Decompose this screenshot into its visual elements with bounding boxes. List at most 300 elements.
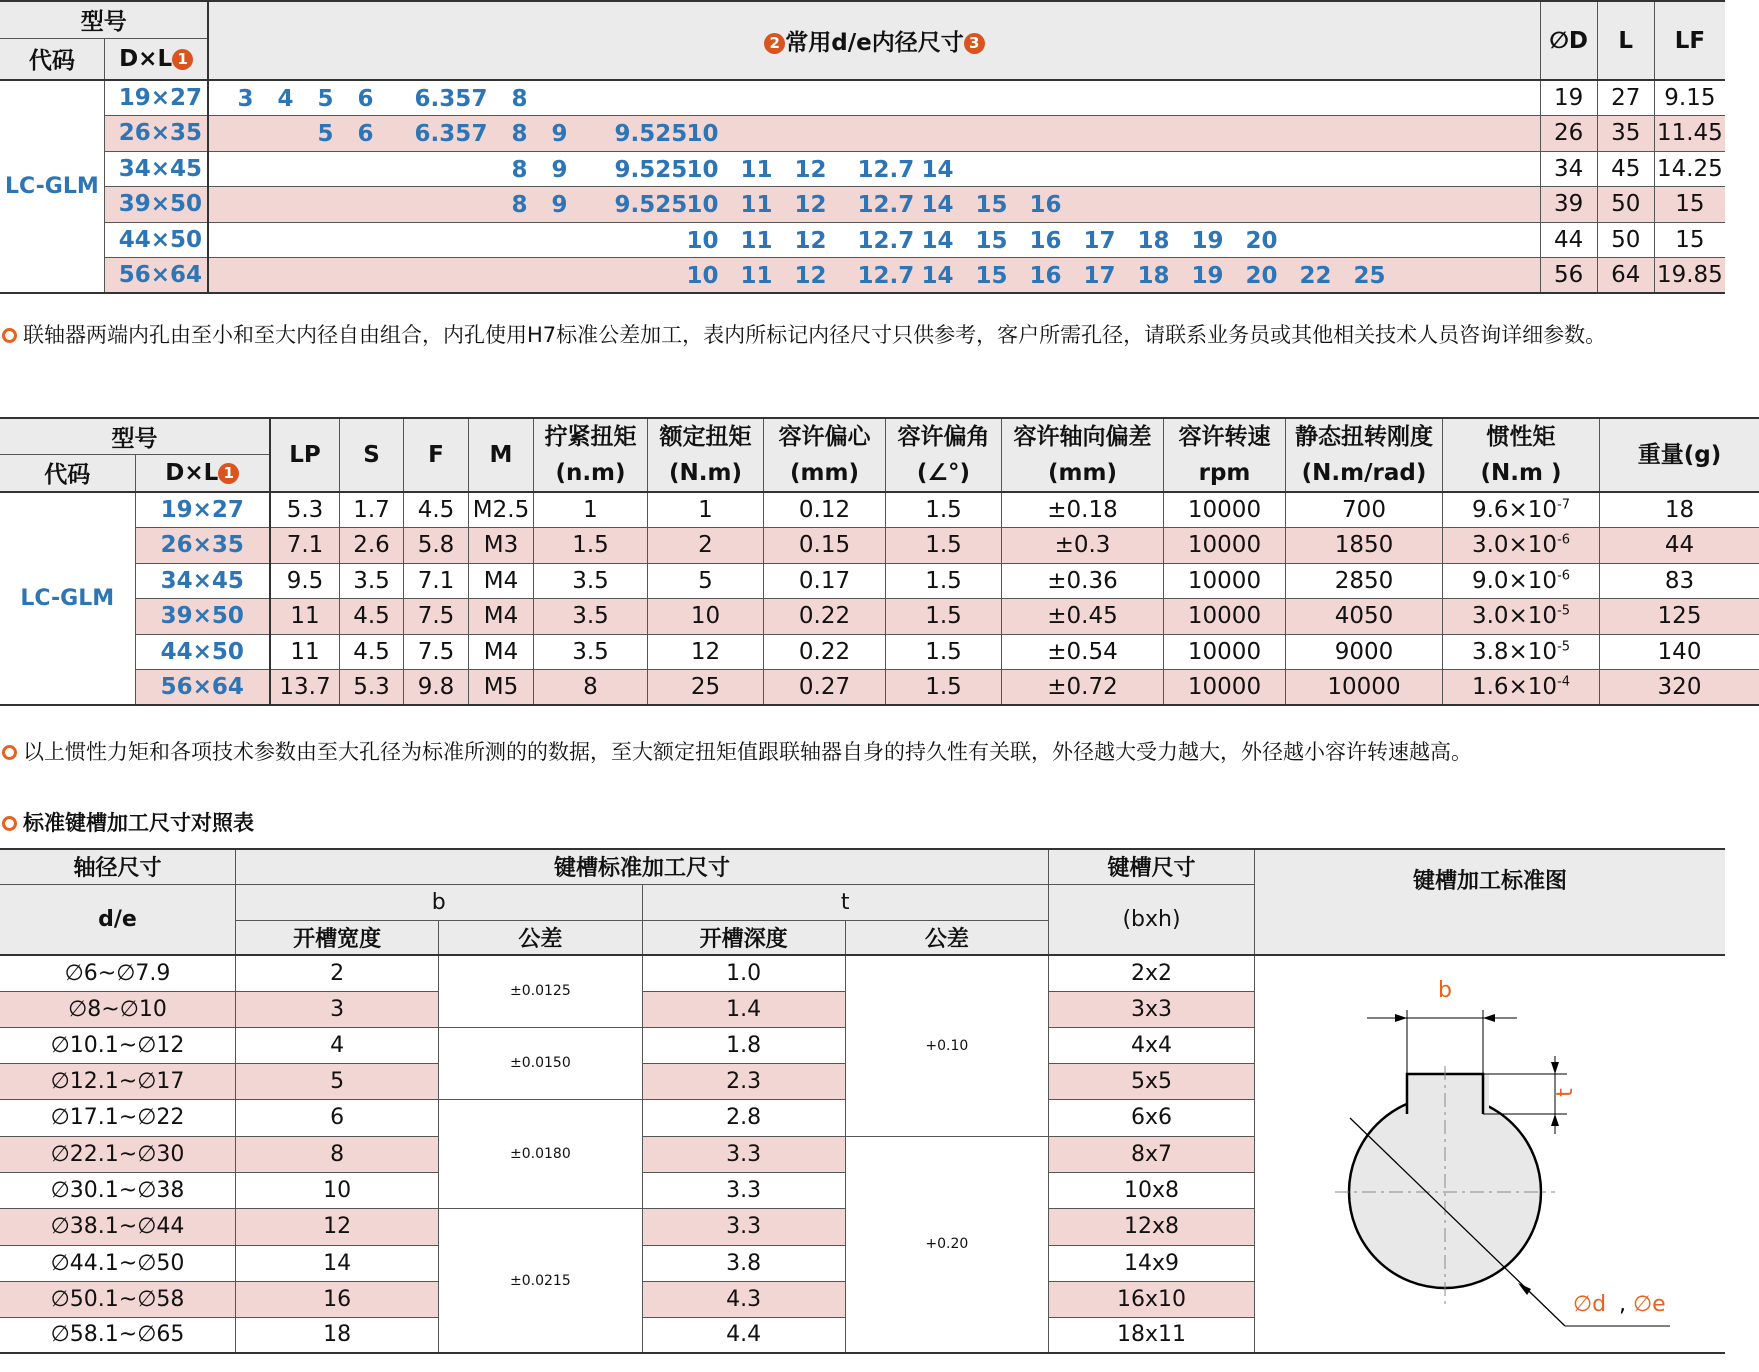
inertia-exponent: -5 <box>1557 639 1571 655</box>
s-value: 4.5 <box>353 638 390 665</box>
table-row <box>0 222 1725 258</box>
header-code <box>0 454 135 492</box>
depth-value: 4.4 <box>726 1322 762 1348</box>
row-tight <box>534 670 648 706</box>
row-key <box>1049 1317 1255 1353</box>
bore-value: 7 <box>471 86 488 112</box>
t-tolerance <box>845 1136 1048 1353</box>
row-ecc <box>764 492 886 528</box>
t-tolerance-value: +0.10 <box>925 1037 969 1054</box>
diagram-d-label: ∅d <box>1573 1292 1607 1317</box>
ring-bullet-icon <box>2 745 17 760</box>
row-bore-sizes <box>208 80 1540 116</box>
f-value: 7.1 <box>417 567 455 594</box>
header-col <box>648 418 764 492</box>
row-l-value: 45 <box>1611 155 1641 182</box>
row-inertia <box>1443 563 1600 599</box>
table-row <box>0 955 1725 991</box>
row-dxl <box>135 599 270 635</box>
row-inertia <box>1443 634 1600 670</box>
diagram-label: 键槽加工标准图 <box>1412 869 1567 894</box>
code-label: 代码 <box>44 462 91 489</box>
header-col-line1: M <box>489 442 513 468</box>
row-lf <box>1654 222 1725 258</box>
row-s <box>340 563 404 599</box>
width-value: 10 <box>323 1178 352 1203</box>
row-ang <box>886 599 1002 635</box>
table-row <box>0 670 1759 706</box>
row-ecc <box>764 528 886 564</box>
row-lf-value: 19.85 <box>1656 262 1723 288</box>
lp-value: 11 <box>290 603 320 630</box>
inertia-value: 9.0×10 <box>1471 567 1558 594</box>
header-b <box>236 884 643 920</box>
header-col-line2: (∠°) <box>916 460 971 486</box>
de-value: ∅17.1~∅22 <box>50 1105 185 1131</box>
row-d-value: 34 <box>1553 155 1584 182</box>
de-value: ∅6~∅7.9 <box>64 960 171 986</box>
bore-value: 17 <box>1083 227 1116 254</box>
header-col <box>764 418 886 492</box>
row-de <box>0 1317 236 1353</box>
header-col-line1: 惯性矩 <box>1486 424 1556 450</box>
f-value: 7.5 <box>417 603 455 630</box>
row-lf-value: 11.45 <box>1656 120 1723 147</box>
rpm-value: 10000 <box>1187 603 1262 630</box>
bore-value: 12 <box>794 192 827 218</box>
b-tolerance <box>439 955 642 1027</box>
dxl-value: 39×50 <box>160 603 244 630</box>
bore-value: 14 <box>921 192 954 218</box>
row-lp <box>270 599 340 635</box>
bore-value: 12 <box>794 156 827 183</box>
keyway-diagram-cell <box>1255 955 1726 1353</box>
row-l-value: 64 <box>1611 262 1641 288</box>
bore-value: 8 <box>511 192 528 218</box>
row-dxl <box>135 634 270 670</box>
header-col <box>469 418 534 492</box>
header-std <box>236 849 1049 884</box>
row-ang <box>886 563 1002 599</box>
keyway-table <box>0 848 1725 1354</box>
header-type <box>0 418 270 454</box>
row-dxl <box>104 187 208 223</box>
bore-value: 8 <box>511 121 528 147</box>
bore-value: 14 <box>921 227 954 254</box>
dxl-value: 26×35 <box>160 532 244 559</box>
diagram-b-label: b <box>1438 978 1452 1003</box>
keyway-section-title: 标准键槽加工尺寸对照表 <box>2 808 254 838</box>
key-value: 12x8 <box>1123 1214 1179 1240</box>
note-bore-combination: 联轴器两端内孔由至小和至大内径自由组合，内孔使用H7标准公差加工，表内所标记内径尺寸只供参考，客户所需孔径，请联系业务员或其他相关技术人员咨询详细参数。 <box>2 320 1722 350</box>
bore-value: 5 <box>317 121 334 147</box>
bore-value: 25 <box>1353 263 1386 289</box>
rated-value: 2 <box>698 532 713 559</box>
row-m <box>469 599 534 635</box>
inertia-exponent: -6 <box>1557 532 1571 548</box>
dxl-value: 34×45 <box>160 567 244 594</box>
t-label: t <box>840 889 850 915</box>
lp-value: 5.3 <box>286 497 324 523</box>
de-value: ∅58.1~∅65 <box>50 1322 185 1348</box>
bore-value: 12 <box>794 227 827 254</box>
row-bore-sizes <box>208 116 1540 152</box>
key-value: 2x2 <box>1130 960 1172 986</box>
dxl-label: D×L <box>165 459 219 486</box>
ecc-value: 0.17 <box>798 567 851 594</box>
width-value: 8 <box>330 1141 345 1167</box>
row-rpm <box>1164 670 1286 706</box>
row-rpm <box>1164 563 1286 599</box>
width-value: 14 <box>323 1250 352 1276</box>
series-code <box>0 80 104 293</box>
rpm-value: 10000 <box>1187 532 1262 559</box>
axial-value: ±0.54 <box>1047 638 1118 665</box>
row-ang <box>886 670 1002 706</box>
shaft-label: 轴径尺寸 <box>73 856 162 882</box>
row-axial <box>1002 528 1164 564</box>
m-value: M4 <box>483 603 519 630</box>
row-l <box>1597 187 1654 223</box>
row-key <box>1049 1100 1255 1137</box>
width-value: 3 <box>330 996 345 1022</box>
table-row <box>0 151 1725 187</box>
de-value: ∅30.1~∅38 <box>50 1178 185 1203</box>
row-weight <box>1600 492 1759 528</box>
row-axial <box>1002 634 1164 670</box>
m-value: M4 <box>483 638 519 665</box>
row-width <box>236 955 439 991</box>
bore-value: 8 <box>511 86 528 112</box>
bore-value: 10 <box>686 121 719 147</box>
row-ecc <box>764 563 886 599</box>
row-weight <box>1600 528 1759 564</box>
bore-value: 7 <box>471 121 488 147</box>
bore-value: 3 <box>237 86 254 112</box>
header-col <box>340 418 404 492</box>
width-value: 18 <box>323 1322 352 1348</box>
row-de <box>0 1136 236 1173</box>
inertia-exponent: -5 <box>1557 603 1571 619</box>
bore-value: 18 <box>1137 227 1170 254</box>
key-label: 键槽尺寸 <box>1107 856 1196 882</box>
note-2-badge: 2 <box>764 33 785 54</box>
header-col <box>270 418 340 492</box>
spec-table <box>0 417 1759 706</box>
bore-value: 11 <box>740 227 773 254</box>
row-inertia <box>1443 599 1600 635</box>
weight-value: 44 <box>1664 532 1695 559</box>
row-lf-value: 15 <box>1675 191 1705 218</box>
row-de <box>0 955 236 991</box>
b-tolerance <box>439 1100 642 1209</box>
row-dxl <box>135 670 270 706</box>
depth-value: 2.8 <box>726 1105 762 1131</box>
series-code-label: LC-GLM <box>20 586 115 611</box>
table-row <box>0 492 1759 528</box>
ecc-value: 0.22 <box>798 638 851 665</box>
key-value: 8x7 <box>1130 1141 1172 1167</box>
row-dxl <box>135 528 270 564</box>
row-bore-sizes <box>208 222 1540 258</box>
bore-value: 12.7 <box>857 192 915 218</box>
de-value: ∅44.1~∅50 <box>50 1250 185 1276</box>
type-label: 型号 <box>111 425 158 452</box>
depth-value: 2.3 <box>726 1069 762 1094</box>
row-width <box>236 1281 439 1317</box>
dxl-value: 39×50 <box>118 191 203 218</box>
depth-value: 4.3 <box>726 1286 762 1312</box>
row-inertia <box>1443 528 1600 564</box>
rated-value: 1 <box>698 497 713 523</box>
row-depth <box>642 1136 845 1173</box>
row-d <box>1540 258 1597 294</box>
header-col <box>1443 418 1600 492</box>
row-key <box>1049 991 1255 1027</box>
de-value: ∅50.1~∅58 <box>50 1286 185 1312</box>
row-lp <box>270 492 340 528</box>
table-row <box>0 258 1725 294</box>
stiff-value: 4050 <box>1334 603 1394 630</box>
depth-value: 1.0 <box>726 960 762 986</box>
b-tolerance-value: ±0.0215 <box>510 1272 571 1289</box>
row-lp <box>270 670 340 706</box>
note-spec-params: 以上惯性力矩和各项技术参数由至大孔径为标准所测的的数据，至大额定扭矩值跟联轴器自身的持久性有关联，外径越大受力越大，外径越小容许转速越高。 <box>2 737 1472 767</box>
row-d <box>1540 151 1597 187</box>
ecc-value: 0.15 <box>798 532 851 559</box>
diagram-t-label: t <box>1552 1088 1578 1097</box>
header-diameter-d-label: ∅D <box>1549 27 1588 54</box>
bore-value: 19 <box>1191 263 1224 289</box>
series-code-label: LC-GLM <box>4 174 99 199</box>
row-bore-sizes <box>208 151 1540 187</box>
rpm-value: 10000 <box>1187 674 1262 700</box>
depth-value: 1.4 <box>726 996 762 1022</box>
bore-value: 9.525 <box>614 156 688 183</box>
row-lp <box>270 563 340 599</box>
m-value: M4 <box>483 567 519 594</box>
bore-value: 19 <box>1191 227 1224 254</box>
s-value: 4.5 <box>353 603 390 630</box>
row-weight <box>1600 599 1759 635</box>
key-value: 6x6 <box>1130 1105 1172 1131</box>
bore-value: 12.7 <box>857 263 915 289</box>
row-ang <box>886 528 1002 564</box>
inertia-value: 9.6×10 <box>1471 497 1558 523</box>
row-stiff <box>1286 528 1443 564</box>
weight-value: 140 <box>1657 638 1702 665</box>
row-rated <box>648 670 764 706</box>
row-ang <box>886 492 1002 528</box>
dxl-value: 44×50 <box>160 638 244 665</box>
header-depth-label: 开槽深度 <box>699 926 788 952</box>
row-m <box>469 634 534 670</box>
row-rated <box>648 599 764 635</box>
s-value: 2.6 <box>353 532 390 559</box>
row-de <box>0 1281 236 1317</box>
bore-value: 20 <box>1245 263 1278 289</box>
bore-value: 6.35 <box>414 121 472 147</box>
row-key <box>1049 1245 1255 1281</box>
bore-value: 12.7 <box>857 156 915 183</box>
row-depth <box>642 1064 845 1100</box>
row-f <box>404 670 469 706</box>
row-l <box>1597 116 1654 152</box>
row-key <box>1049 1136 1255 1173</box>
ang-value: 1.5 <box>925 532 962 559</box>
row-m <box>469 563 534 599</box>
width-value: 5 <box>330 1069 345 1094</box>
table-row <box>0 116 1725 152</box>
bore-value: 6 <box>357 121 374 147</box>
de-value: ∅38.1~∅44 <box>50 1214 185 1240</box>
row-de <box>0 1209 236 1246</box>
key-value: 16x10 <box>1116 1286 1186 1312</box>
bore-value: 16 <box>1029 227 1062 254</box>
bore-value: 9.525 <box>614 121 688 147</box>
key-value: 18x11 <box>1116 1322 1186 1348</box>
header-col-line2: (mm) <box>790 460 859 486</box>
de-value: ∅8~∅10 <box>68 996 167 1022</box>
row-d-value: 56 <box>1553 262 1584 288</box>
row-d <box>1540 222 1597 258</box>
header-type <box>0 1 208 38</box>
bore-value: 6.35 <box>414 86 472 112</box>
dxl-value: 19×27 <box>118 85 203 111</box>
stiff-value: 10000 <box>1327 674 1401 700</box>
row-width <box>236 1317 439 1353</box>
de-value: ∅10.1~∅12 <box>50 1032 185 1058</box>
code-label: 代码 <box>28 48 75 75</box>
row-width <box>236 1100 439 1137</box>
bore-size-table <box>0 0 1725 294</box>
row-rpm <box>1164 634 1286 670</box>
row-dxl <box>104 151 208 187</box>
row-d-value: 44 <box>1553 226 1584 253</box>
bore-value: 5 <box>317 86 334 112</box>
ang-value: 1.5 <box>925 638 962 665</box>
row-de <box>0 1027 236 1064</box>
ecc-value: 0.12 <box>798 497 851 523</box>
axial-value: ±0.3 <box>1054 532 1111 559</box>
row-lf-value: 15 <box>1675 226 1705 253</box>
header-col-line1: 额定扭矩 <box>659 424 752 450</box>
row-tight <box>534 528 648 564</box>
stiff-value: 2850 <box>1334 567 1394 594</box>
bore-value: 4 <box>277 86 294 112</box>
tight-value: 8 <box>583 674 598 700</box>
tight-value: 1 <box>583 497 598 523</box>
header-shaft <box>0 849 236 884</box>
row-depth <box>642 991 845 1027</box>
row-depth <box>642 1173 845 1209</box>
rpm-value: 10000 <box>1187 567 1262 594</box>
header-bore-sizes <box>208 1 1540 80</box>
key-value: 14x9 <box>1123 1250 1179 1276</box>
row-rated <box>648 634 764 670</box>
bore-value: 16 <box>1029 263 1062 289</box>
t-tolerance <box>845 955 1048 1136</box>
f-value: 9.8 <box>417 674 455 700</box>
inertia-exponent: -6 <box>1557 568 1571 584</box>
bore-value: 15 <box>975 192 1008 218</box>
header-tol2 <box>845 920 1048 955</box>
table-row <box>0 187 1725 223</box>
header-col-line1: F <box>428 442 444 468</box>
row-depth <box>642 1100 845 1137</box>
dxl-value: 56×64 <box>160 674 244 700</box>
width-value: 16 <box>323 1286 352 1312</box>
depth-value: 3.3 <box>726 1141 762 1167</box>
header-col-line2: (N.m ) <box>1480 460 1562 486</box>
tight-value: 3.5 <box>572 603 609 630</box>
tight-value: 3.5 <box>572 638 609 665</box>
row-stiff <box>1286 492 1443 528</box>
row-stiff <box>1286 599 1443 635</box>
row-de <box>0 1245 236 1281</box>
row-key <box>1049 1209 1255 1246</box>
header-col-line1: S <box>363 442 380 468</box>
width-value: 12 <box>323 1214 352 1240</box>
diagram-e-label: ∅e <box>1633 1292 1666 1317</box>
row-m <box>469 670 534 706</box>
axial-value: ±0.18 <box>1047 497 1118 523</box>
row-rpm <box>1164 528 1286 564</box>
tight-value: 1.5 <box>572 532 609 559</box>
bore-label: 常用d/e内径尺寸 <box>785 30 964 56</box>
m-value: M5 <box>483 674 519 700</box>
note-3-badge: 3 <box>964 33 985 54</box>
bore-value: 15 <box>975 263 1008 289</box>
bore-value: 11 <box>740 263 773 289</box>
b-tolerance-value: ±0.0125 <box>510 983 571 1000</box>
inertia-value: 3.8×10 <box>1471 638 1558 665</box>
diagram-sep-label: , <box>1619 1292 1626 1317</box>
header-width-label: 开槽宽度 <box>293 926 382 952</box>
row-dxl <box>104 116 208 152</box>
row-tight <box>534 634 648 670</box>
header-diagram <box>1255 869 1726 955</box>
header-tol2-label: 公差 <box>924 926 969 952</box>
row-width <box>236 991 439 1027</box>
row-ecc <box>764 599 886 635</box>
row-d-value: 19 <box>1553 85 1584 111</box>
row-lp <box>270 634 340 670</box>
s-value: 1.7 <box>353 497 390 523</box>
bore-value: 18 <box>1137 263 1170 289</box>
row-ecc <box>764 634 886 670</box>
row-lf <box>1654 80 1725 116</box>
row-tight <box>534 599 648 635</box>
bore-value: 10 <box>686 192 719 218</box>
lp-value: 9.5 <box>286 567 324 594</box>
rated-value: 5 <box>698 567 713 594</box>
b-tolerance <box>439 1027 642 1100</box>
row-de <box>0 1064 236 1100</box>
header-width <box>236 920 439 955</box>
row-key <box>1049 1064 1255 1100</box>
header-col <box>1164 418 1286 492</box>
row-d <box>1540 80 1597 116</box>
row-depth <box>642 1027 845 1064</box>
bore-value: 11 <box>740 192 773 218</box>
row-dxl <box>104 222 208 258</box>
rated-value: 25 <box>690 674 721 700</box>
std-label: 键槽标准加工尺寸 <box>553 856 730 882</box>
header-col <box>1286 418 1443 492</box>
table-row <box>0 599 1759 635</box>
note-1-badge: 1 <box>172 49 193 70</box>
